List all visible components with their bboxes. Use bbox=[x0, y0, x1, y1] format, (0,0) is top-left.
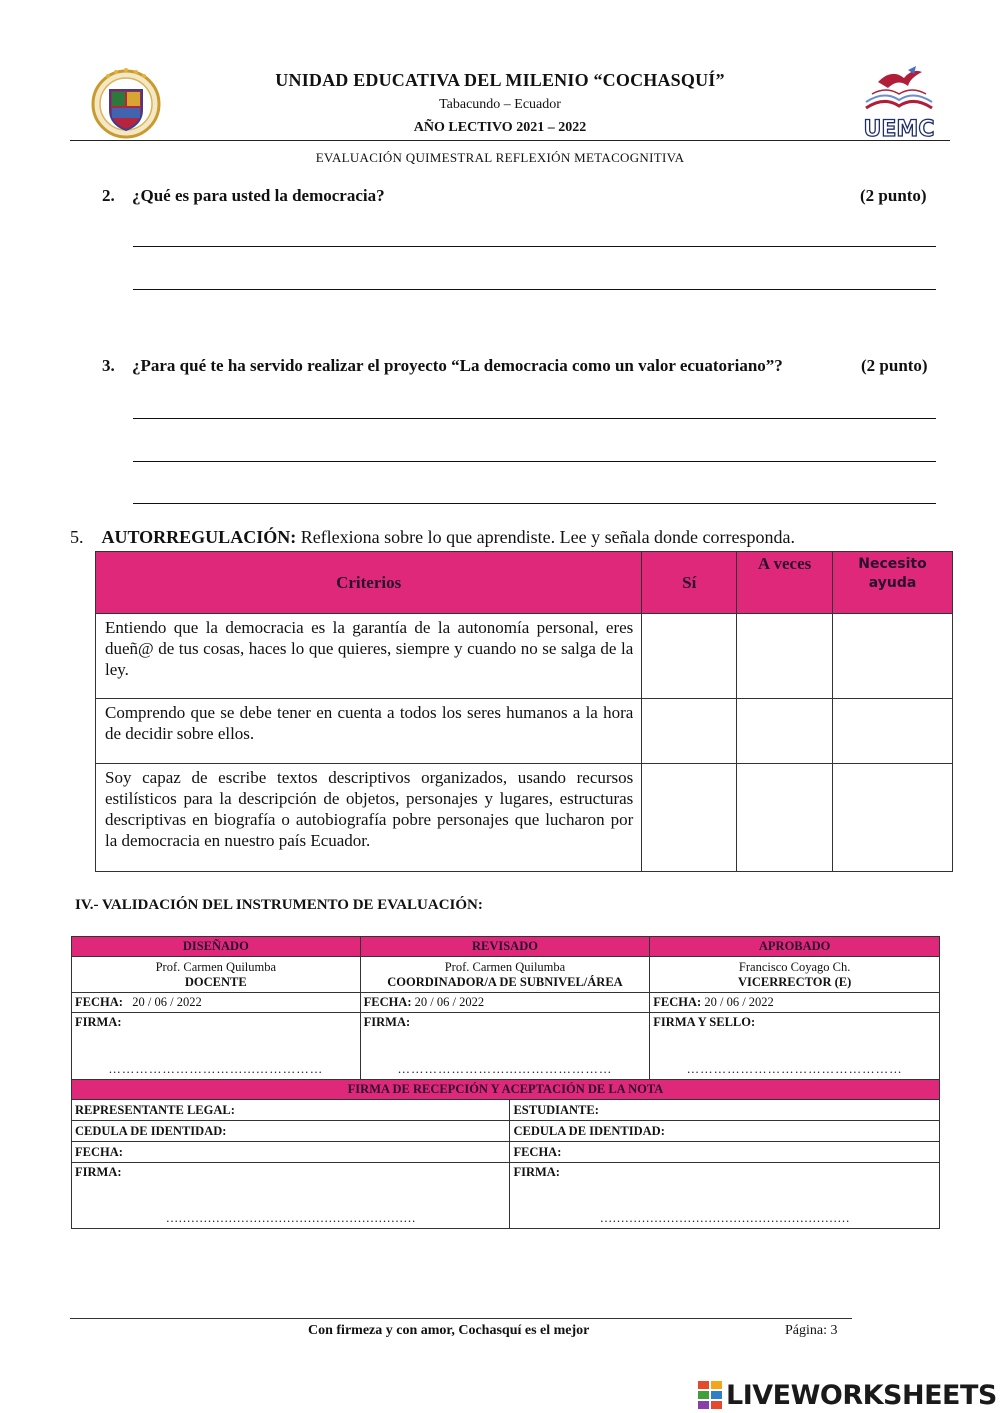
date-label: FECHA: bbox=[653, 995, 702, 1009]
sometimes-cell[interactable] bbox=[737, 614, 833, 699]
yes-cell[interactable] bbox=[642, 699, 737, 764]
school-year: AÑO LECTIVO 2021 – 2022 bbox=[413, 120, 587, 135]
reviewer-date-cell bbox=[360, 993, 650, 1013]
need-help-cell[interactable] bbox=[833, 699, 953, 764]
reception-row bbox=[72, 1100, 940, 1121]
criteria-text: Comprendo que se debe tener en cuenta a todos los seres humanos a la hora de decidir sobre ellos. bbox=[96, 699, 642, 764]
sometimes-header: A veces bbox=[737, 552, 833, 614]
criteria-row bbox=[96, 699, 953, 764]
designer-signature-cell[interactable] bbox=[72, 1013, 361, 1080]
reception-header: FIRMA DE RECEPCIÓN Y ACEPTACIÓN DE LA NOTA bbox=[72, 1080, 940, 1100]
validation-names-row bbox=[72, 957, 940, 993]
designer-name: Prof. Carmen Quilumba bbox=[155, 959, 277, 974]
reception-row bbox=[72, 1121, 940, 1142]
question-text: ¿Para qué te ha servido realizar el proyecto “La democracia como un valor ecuatoriano”? bbox=[132, 356, 783, 375]
approver-name: Francisco Coyago Ch. bbox=[738, 959, 851, 974]
school-name: UNIDAD EDUCATIVA DEL MILENIO “COCHASQUÍ” bbox=[275, 70, 725, 90]
designer-date-cell bbox=[72, 993, 361, 1013]
need-help-line-1: Necesito bbox=[858, 556, 927, 572]
reviewer-name: Prof. Carmen Quilumba bbox=[444, 959, 566, 974]
header-divider bbox=[70, 140, 950, 141]
liveworksheets-watermark bbox=[698, 1379, 997, 1411]
question-text: ¿Qué es para usted la democracia? bbox=[132, 186, 385, 205]
approver-date: 20 / 06 / 2022 bbox=[701, 995, 774, 1009]
signature-dots: …………………………...…………… bbox=[108, 1062, 324, 1076]
designer-role: DOCENTE bbox=[184, 974, 247, 989]
question-2 bbox=[102, 186, 385, 206]
autorregulacion-heading bbox=[70, 527, 795, 548]
need-help-header bbox=[833, 552, 953, 614]
signature-dots: ……………………...………………… bbox=[397, 1062, 613, 1076]
criteria-row bbox=[96, 614, 953, 699]
signature-label: FIRMA: bbox=[75, 1165, 122, 1179]
need-help-cell[interactable] bbox=[833, 614, 953, 699]
svg-text:UEMC: UEMC bbox=[863, 117, 935, 140]
sometimes-cell[interactable] bbox=[737, 699, 833, 764]
question-3 bbox=[102, 356, 783, 376]
liveworksheets-logo-icon bbox=[698, 1381, 722, 1409]
criteria-text: Entiendo que la democracia es la garantía de la autonomía personal, eres dueñ@ de tus cosas, haces lo que quieres, siempre y cuando no se salga de la ley. bbox=[96, 614, 642, 699]
yes-cell[interactable] bbox=[642, 614, 737, 699]
student-date-field[interactable]: FECHA: bbox=[510, 1142, 940, 1163]
student-field[interactable]: ESTUDIANTE: bbox=[510, 1100, 940, 1121]
answer-line[interactable] bbox=[133, 503, 936, 504]
student-signature-cell[interactable] bbox=[510, 1163, 940, 1229]
representative-id-field[interactable]: CEDULA DE IDENTIDAD: bbox=[72, 1121, 510, 1142]
yes-cell[interactable] bbox=[642, 764, 737, 872]
validation-table bbox=[71, 936, 940, 1229]
criteria-text: Soy capaz de escribe textos descriptivos organizados, usando recursos estilísticos para la descripción de objetos, personajes y lugares, estructuras descriptivas en biografía o autobiografía pobre personajes que lucharon por la democracia en nuestro país Ecuador. bbox=[96, 764, 642, 872]
designer-date: 20 / 06 / 2022 bbox=[122, 995, 202, 1009]
section-number: 5. bbox=[70, 527, 84, 547]
reception-signature-row bbox=[72, 1163, 940, 1229]
approver-cell bbox=[650, 957, 940, 993]
representative-signature-cell[interactable] bbox=[72, 1163, 510, 1229]
yes-header: Sí bbox=[642, 552, 737, 614]
reviewer-date: 20 / 06 / 2022 bbox=[411, 995, 485, 1009]
question-3-points: (2 punto) bbox=[861, 356, 928, 375]
reviewer-signature-cell[interactable] bbox=[360, 1013, 650, 1080]
criteria-header: Criterios bbox=[96, 552, 642, 614]
signature-dots: …………………………………………………… bbox=[599, 1211, 850, 1225]
footer-divider bbox=[70, 1318, 852, 1319]
approver-role: VICERRECTOR (E) bbox=[737, 974, 852, 989]
reviewer-cell bbox=[360, 957, 650, 993]
signature-label: FIRMA Y SELLO: bbox=[653, 1015, 756, 1029]
question-2-points: (2 punto) bbox=[860, 186, 927, 205]
sometimes-cell[interactable] bbox=[737, 764, 833, 872]
designed-header: DISEÑADO bbox=[72, 937, 361, 957]
answer-line[interactable] bbox=[133, 289, 936, 290]
validation-header-row bbox=[72, 937, 940, 957]
footer-motto: Con firmeza y con amor, Cochasquí es el mejor bbox=[308, 1323, 590, 1338]
reviewer-role: COORDINADOR/A DE SUBNIVEL/ÁREA bbox=[387, 974, 623, 989]
evaluation-title: EVALUACIÓN QUIMESTRAL REFLEXIÓN METACOGNITIVA bbox=[315, 150, 685, 165]
reception-header-row bbox=[72, 1080, 940, 1100]
approver-date-cell bbox=[650, 993, 940, 1013]
section-title: AUTORREGULACIÓN: bbox=[101, 527, 297, 547]
student-id-field[interactable]: CEDULA DE IDENTIDAD: bbox=[510, 1121, 940, 1142]
signature-label: FIRMA: bbox=[75, 1015, 122, 1029]
signature-label: FIRMA: bbox=[513, 1165, 560, 1179]
question-number: 3. bbox=[102, 356, 115, 375]
reception-row bbox=[72, 1142, 940, 1163]
reviewed-header: REVISADO bbox=[360, 937, 650, 957]
section-instruction: Reflexiona sobre lo que aprendiste. Lee y señala donde corresponda. bbox=[296, 527, 796, 547]
validation-section-title: IV.- VALIDACIÓN DEL INSTRUMENTO DE EVALUACIÓN: bbox=[75, 897, 483, 913]
designer-cell bbox=[72, 957, 361, 993]
answer-line[interactable] bbox=[133, 246, 936, 247]
representative-date-field[interactable]: FECHA: bbox=[72, 1142, 510, 1163]
answer-line[interactable] bbox=[133, 461, 936, 462]
page-number: Página: 3 bbox=[785, 1323, 838, 1338]
answer-line[interactable] bbox=[133, 418, 936, 419]
question-number: 2. bbox=[102, 186, 115, 205]
date-label: FECHA: bbox=[75, 995, 123, 1009]
validation-dates-row bbox=[72, 993, 940, 1013]
uemc-logo bbox=[858, 64, 940, 140]
liveworksheets-wordmark: LIVEWORKSHEETS bbox=[726, 1379, 997, 1411]
criteria-header-row bbox=[96, 552, 953, 614]
need-help-cell[interactable] bbox=[833, 764, 953, 872]
approved-header: APROBADO bbox=[650, 937, 940, 957]
legal-representative-field[interactable]: REPRESENTANTE LEGAL: bbox=[72, 1100, 510, 1121]
criteria-table bbox=[95, 551, 953, 872]
need-help-line-2: ayuda bbox=[868, 575, 917, 591]
signature-dots: ………………………………………… bbox=[686, 1062, 903, 1076]
approver-signature-cell[interactable] bbox=[650, 1013, 940, 1080]
validation-signatures-row bbox=[72, 1013, 940, 1080]
criteria-row bbox=[96, 764, 953, 872]
date-label: FECHA: bbox=[363, 995, 412, 1009]
school-city: Tabacundo – Ecuador bbox=[439, 97, 561, 112]
signature-label: FIRMA: bbox=[363, 1015, 411, 1029]
signature-dots: …………………………………………………… bbox=[165, 1211, 416, 1225]
